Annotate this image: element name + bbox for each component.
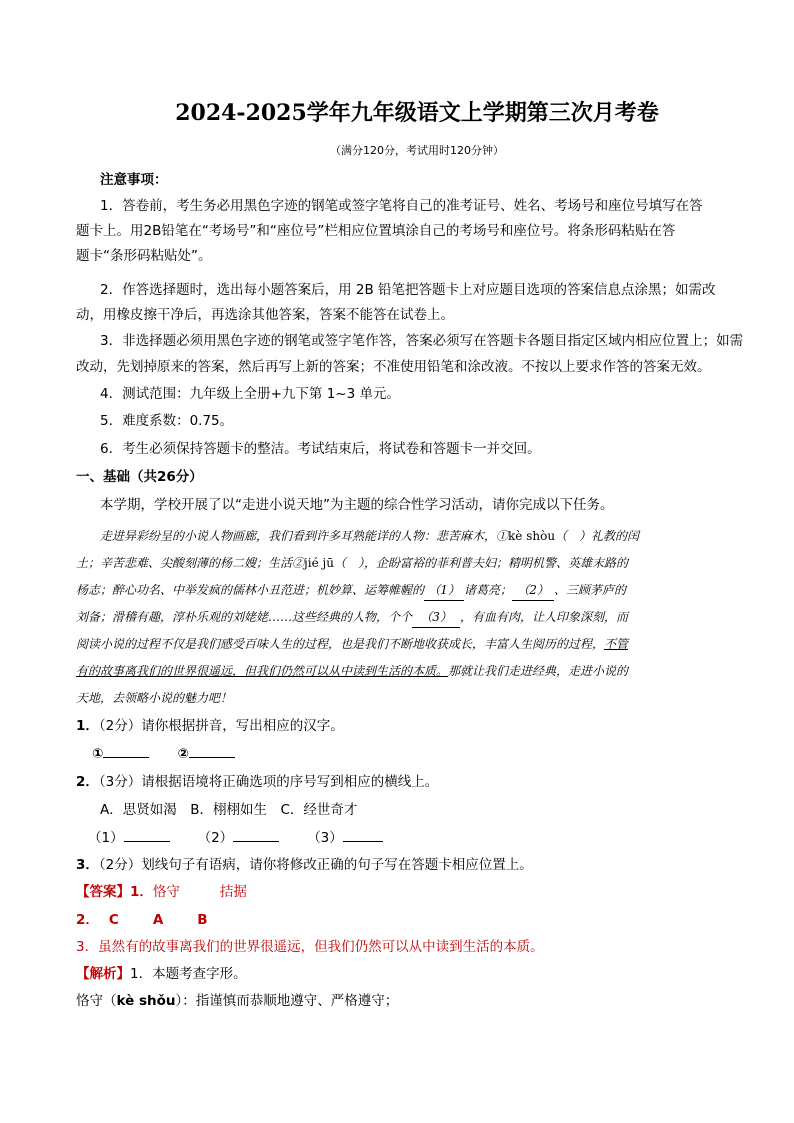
question-text: 请你根据拼音，写出相应的汉字。 — [141, 718, 344, 734]
answer-value: B — [197, 912, 208, 928]
blank-3: （3） — [412, 607, 460, 628]
question-text: 请根据语境将正确选项的序号写到相应的横线上。 — [141, 774, 439, 790]
notice-line: 改动，先划掉原来的答案，然后再写上新的答案；不准使用铅笔和涂改液。不按以上要求作答的答案无效。 — [76, 359, 711, 375]
answer-blank — [103, 757, 149, 758]
question-2 — [76, 772, 726, 792]
question-score: （2分） — [98, 718, 142, 734]
question-number: 2． — [76, 774, 99, 790]
passage-text: （ ）礼教的闰 — [555, 529, 640, 543]
notice-line: 4．测试范围：九年级上全册+九下第 1~3 单元。 — [100, 386, 400, 402]
blank-1: （1） — [424, 580, 464, 601]
answer-number: 2． — [76, 912, 99, 928]
answer-value: A — [152, 912, 164, 928]
passage-text: 阅读小说的过程不仅是我们感受百味人生的过程，也是我们不断地收获成长，丰富人生阅历的过程， — [76, 637, 605, 651]
passage-text: 走进异彩纷呈的小说人物画廊，我们看到许多耳熟能详的人物：悲苦麻木，① — [100, 529, 509, 543]
question-1 — [76, 716, 726, 736]
question-2-blanks — [88, 828, 738, 848]
passage-line — [76, 553, 726, 573]
blank-label: （2） — [197, 830, 234, 846]
answer-blank — [233, 841, 279, 842]
passage-text: 土；辛苦悲难、尖酸刻薄的杨二嫂；生活② — [76, 556, 305, 570]
notice-line: 题卡上。用2B铅笔在“考场号”和“座位号”栏相应位置填涂自己的考场号和座位号。将条形码粘贴在答 — [76, 223, 676, 239]
passage-line — [76, 661, 726, 681]
blank-2: （2） — [512, 580, 554, 601]
answer-line-3: 3．虽然有的故事离我们的世界很遥远，但我们仍然可以从中读到生活的本质。 — [76, 939, 544, 955]
blank-label: （1） — [88, 830, 124, 846]
analysis-text: 恪守（ — [76, 993, 117, 1009]
notice-line: 题卡“条形码粘贴处”。 — [76, 248, 212, 264]
answer-value: 恪守 — [152, 884, 180, 900]
answer-blank — [343, 841, 383, 842]
passage-text: 诸葛亮； — [464, 583, 513, 597]
question-2-options: A．思贤如渴 B．栩栩如生 C．经世奇才 — [100, 802, 358, 818]
blank-marker: ② — [177, 746, 189, 762]
page-title: 2024-2025学年九年级语文上学期第三次月考卷 — [175, 100, 659, 126]
analysis-line-2 — [76, 991, 726, 1011]
question-score: （3分） — [98, 774, 142, 790]
notice-line: 2．作答选择题时，选出每小题答案后，用 2B 铅笔把答题卡上对应题目选项的答案信息点涂黑；如需改 — [100, 282, 716, 298]
answer-line-1 — [76, 882, 726, 902]
answer-line-2 — [76, 910, 726, 930]
passage-line — [76, 580, 726, 601]
pinyin: jié jū — [304, 556, 334, 570]
pinyin: kè shòu — [508, 529, 556, 543]
question-score: （2分） — [98, 857, 142, 873]
page-subtitle: （满分120分，考试用时120分钟） — [330, 144, 504, 157]
answer-blank — [124, 841, 170, 842]
passage-line — [76, 634, 726, 654]
passage-line: 天地，去领略小说的魅力吧！ — [76, 691, 233, 705]
blank-marker: ① — [92, 746, 104, 762]
question-1-blanks — [92, 744, 742, 764]
analysis-text: 1．本题考查字形。 — [130, 966, 247, 982]
question-number: 1． — [76, 718, 99, 734]
question-3 — [76, 855, 726, 875]
notice-line: 3．非选择题必须用黑色字迹的钢笔或签字笔作答，答案必须写在答题卡各题目指定区域内相应位置上；如需 — [100, 333, 744, 349]
section-intro: 本学期，学校开展了以“走进小说天地”为主题的综合性学习活动，请你完成以下任务。 — [100, 497, 614, 513]
passage-line — [100, 526, 726, 546]
section-heading: 一、基础（共26分） — [76, 469, 203, 485]
notice-line: 5．难度系数：0.75。 — [100, 413, 234, 429]
passage-text: （ ），企盼富裕的菲利普夫妇；精明机警、英雄末路的 — [333, 556, 628, 570]
answer-tag: 【答案】 — [76, 884, 130, 900]
question-text: 划线句子有语病，请你将修改正确的句子写在答题卡相应位置上。 — [141, 857, 533, 873]
answer-blank — [189, 757, 235, 758]
answer-value: 拮据 — [219, 884, 247, 900]
passage-line — [76, 607, 726, 628]
pinyin: kè shǒu — [116, 993, 176, 1009]
underlined-sentence: 不管 — [604, 637, 629, 651]
notice-line: 动，用橡皮擦干净后，再选涂其他答案，答案不能答在试卷上。 — [76, 307, 454, 323]
question-number: 3． — [76, 857, 99, 873]
passage-text: 杨志；醉心功名、中举发疯的儒林小丑范进；机妙算、运筹帷幄的 — [76, 583, 425, 597]
answer-number: 1． — [130, 884, 153, 900]
notice-line: 6．考生必须保持答题卡的整洁。考试结束后，将试卷和答题卡一并交回。 — [100, 441, 541, 457]
analysis-line-1 — [76, 964, 726, 984]
passage-text: 、三顾茅庐的 — [554, 583, 627, 597]
passage-text: ，有血有肉，让人印象深刻，而 — [460, 610, 629, 624]
passage-text: 刘备；滑稽有趣，淳朴乐观的刘姥姥……这些经典的人物，个个 — [76, 610, 413, 624]
underlined-sentence: 有的故事离我们的世界很遥远，但我们仍然可以从中读到生活的本质。 — [76, 664, 449, 678]
analysis-text: ）：指谨慎而恭顺地遵守、严格遵守； — [175, 993, 399, 1009]
blank-label: （3） — [307, 830, 343, 846]
analysis-tag: 【解析】 — [76, 966, 130, 982]
notice-line: 1．答卷前，考生务必用黑色字迹的钢笔或签字笔将自己的准考证号、姓名、考场号和座位号填写在答 — [100, 198, 703, 214]
passage-text: 那就让我们走进经典，走进小说的 — [448, 664, 629, 678]
notice-heading: 注意事项： — [100, 172, 168, 188]
answer-value: C — [108, 912, 119, 928]
